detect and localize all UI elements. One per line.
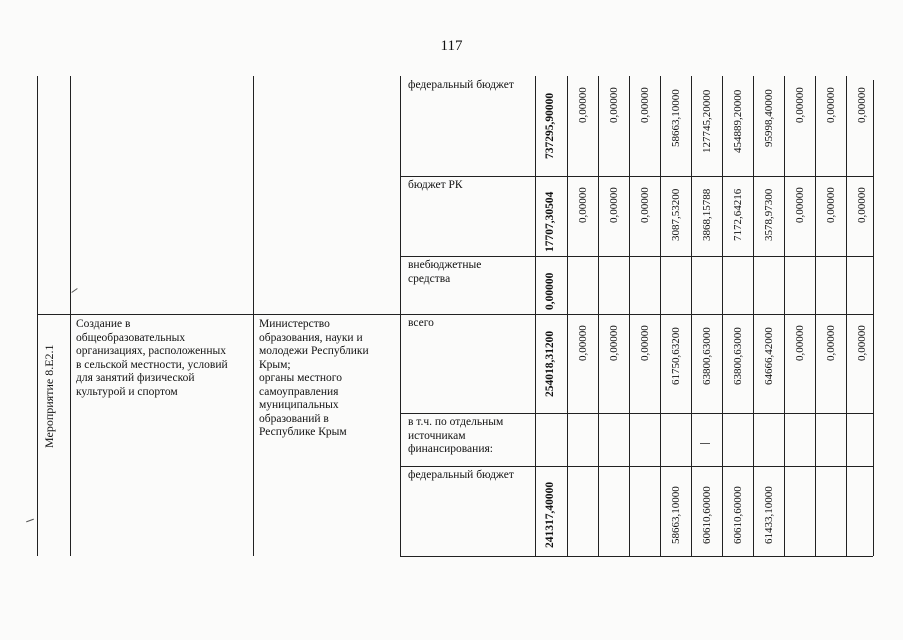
value-cell-5-6: 61433,10000	[763, 486, 775, 544]
page-number: 117	[440, 38, 463, 54]
total-cell-0: 737295,90000	[544, 92, 556, 159]
col-line-13	[815, 76, 816, 556]
value-cell-5-4: 60610,60000	[701, 486, 713, 544]
row-line-bottom	[400, 556, 873, 557]
value-cell-3-5: 63800,63000	[732, 327, 744, 385]
total-cell-2: 0,00000	[544, 272, 556, 310]
total-cell-1: 17707,30504	[544, 192, 556, 253]
col-line-9	[691, 76, 692, 556]
responsible-parties: Министерство образования, науки и молодежи Республики Крым; органы местного самоуправления муниципальных образований в Республике Крым	[259, 318, 369, 438]
col-line-15	[873, 80, 874, 556]
col-line-7	[629, 76, 630, 556]
value-cell-3-9: 0,00000	[856, 325, 868, 362]
measure-label: Мероприятие 8.Е2.1	[42, 344, 56, 448]
col-line-4	[535, 76, 536, 556]
value-cell-3-0: 0,00000	[577, 325, 589, 362]
value-cell-0-4: 127745,20000	[701, 89, 713, 153]
scan-mark-2	[700, 443, 710, 444]
value-cell-3-7: 0,00000	[794, 325, 806, 362]
source-cell-0: федеральный бюджет	[408, 79, 514, 91]
value-cell-3-4: 63800,63000	[701, 327, 713, 385]
col-line-11	[753, 76, 754, 556]
col-line-responsible	[253, 76, 254, 556]
source-cell-1: бюджет РК	[408, 179, 463, 191]
value-cell-1-7: 0,00000	[794, 187, 806, 224]
value-cell-1-8: 0,00000	[825, 187, 837, 224]
col-line-6	[598, 76, 599, 556]
value-cell-1-0: 0,00000	[577, 187, 589, 224]
value-cell-0-9: 0,00000	[856, 87, 868, 124]
value-cell-0-5: 454889,20000	[732, 89, 744, 153]
value-cell-5-5: 60610,60000	[732, 486, 744, 544]
value-cell-3-2: 0,00000	[639, 325, 651, 362]
col-line-10	[722, 76, 723, 556]
value-cell-0-7: 0,00000	[794, 87, 806, 124]
value-cell-0-1: 0,00000	[608, 87, 620, 124]
total-cell-3: 254018,31200	[544, 330, 556, 397]
value-cell-5-3: 58663,10000	[670, 486, 682, 544]
source-cell-5: федеральный бюджет	[408, 469, 514, 481]
value-cell-1-4: 3868,15788	[701, 188, 713, 241]
value-cell-3-6: 64666,42000	[763, 327, 775, 385]
value-cell-0-3: 58663,10000	[670, 89, 682, 147]
col-line-measure-left	[37, 76, 38, 556]
row-line-block-top	[37, 314, 873, 315]
source-cell-2: внебюджетные средства	[408, 259, 482, 285]
scan-mark	[71, 288, 77, 293]
value-cell-3-3: 61750,63200	[670, 327, 682, 385]
value-cell-1-2: 0,00000	[639, 187, 651, 224]
col-line-12	[784, 76, 785, 556]
value-cell-1-1: 0,00000	[608, 187, 620, 224]
row-line-right-2	[400, 256, 873, 257]
value-cell-1-5: 7172,64216	[732, 188, 744, 241]
col-line-8	[660, 76, 661, 556]
measure-title: Создание в общеобразовательных организациях, расположенных в сельской местности, условий для занятий физической культурой и спортом	[76, 318, 228, 398]
value-cell-1-6: 3578,97300	[763, 188, 775, 241]
total-cell-5: 241317,40000	[544, 481, 556, 548]
value-cell-0-8: 0,00000	[825, 87, 837, 124]
value-cell-3-1: 0,00000	[608, 325, 620, 362]
col-line-measure-right	[70, 76, 71, 556]
scan-mark-3	[26, 519, 34, 523]
row-line-right-1	[400, 176, 873, 177]
source-cell-4: в т.ч. по отдельным источникам финансирования:	[408, 416, 504, 455]
value-cell-0-6: 95998,40000	[763, 89, 775, 147]
value-cell-0-0: 0,00000	[577, 87, 589, 124]
value-cell-1-3: 3087,53200	[670, 188, 682, 241]
source-cell-3: всего	[408, 317, 434, 329]
row-line-right-4	[400, 413, 873, 414]
value-cell-3-8: 0,00000	[825, 325, 837, 362]
value-cell-1-9: 0,00000	[856, 187, 868, 224]
col-line-3	[400, 76, 401, 556]
col-line-5	[567, 76, 568, 556]
col-line-14	[846, 76, 847, 556]
row-line-right-5	[400, 466, 873, 467]
value-cell-0-2: 0,00000	[639, 87, 651, 124]
